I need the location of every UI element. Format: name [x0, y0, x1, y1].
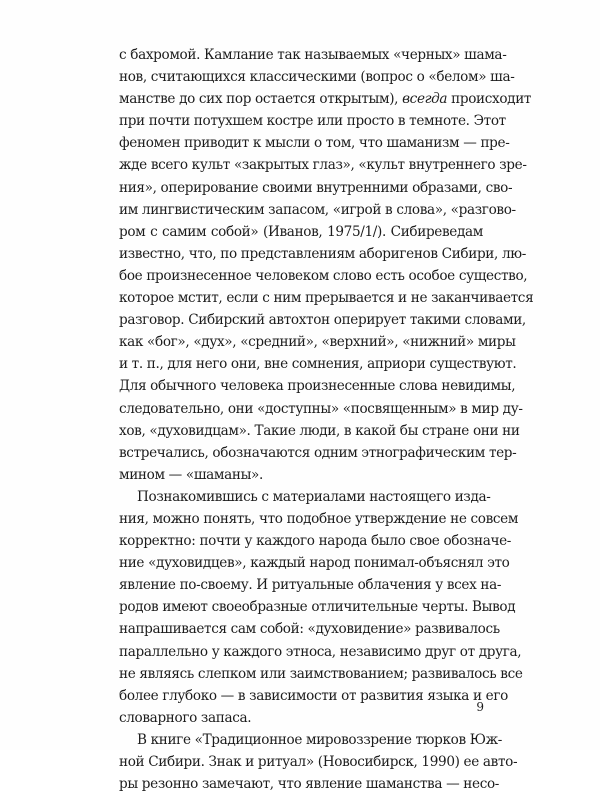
text-line: которое мстит, если с ним прерывается и не заканчивается: [119, 290, 534, 307]
text-line: феномен приводит к мысли о том, что шаманизм — пре-: [119, 135, 510, 152]
text-line: как «бог», «дух», «средний», «верхний», «нижний» миры: [119, 334, 516, 351]
text-line: ния», оперирование своими внутренними образами, сво-: [119, 179, 513, 196]
text-line: встречались, обозначаются одним этнографическим тер-: [119, 444, 517, 461]
text-line: словарного запаса.: [119, 709, 252, 726]
text-line: и т. п., для него они, вне сомнения, априори существуют.: [119, 356, 517, 373]
text-line: ры резонно замечают, что явление шаманства — несо-: [119, 776, 500, 793]
page-number: 9: [476, 700, 484, 714]
text-line: ние «духовидцев», каждый народ понимал-объяснял это: [119, 555, 510, 572]
text-line: известно, что, по представлениям аборигенов Сибири, лю-: [119, 245, 526, 262]
text-line: более глубоко — в зависимости от развития языка и его: [119, 687, 508, 704]
text-line: мином — «шаманы».: [119, 466, 263, 483]
text-line: жде всего культ «закрытых глаз», «культ внутреннего зре-: [119, 157, 527, 174]
text-line: корректно: почти у каждого народа было свое обозначе-: [119, 533, 512, 550]
text-line: нов, считающихся классическими (вопрос о «белом» ша-: [119, 69, 515, 86]
text-line: следовательно, они «доступны» «посвященным» в мир ду-: [119, 400, 523, 417]
paragraph-1: [119, 44, 534, 486]
text-line: явление по-своему. И ритуальные облачения у всех на-: [119, 577, 502, 594]
paragraph-3: [119, 729, 518, 795]
text-line: ния, можно понять, что подобное утверждение не совсем: [119, 510, 519, 527]
text-line: В книге «Традиционное мировоззрение тюрков Юж-: [137, 731, 503, 748]
text-line: с бахромой. Камлание так называемых «черных» шама-: [119, 47, 507, 63]
text-line: ной Сибири. Знак и ритуал» (Новосибирск, 1990) ее авто-: [119, 754, 518, 770]
text-line: им лингвистическим запасом, «игрой в слова», «разгово-: [119, 201, 516, 218]
text-line: параллельно у каждого этноса, независимо друг от друга,: [119, 643, 522, 660]
text-line: напрашивается сам собой: «духовидение» развивалось: [119, 621, 500, 638]
paragraph-2: [119, 486, 523, 729]
text-line: при почти потухшем костре или просто в темноте. Этот: [119, 113, 506, 130]
text-line: ром с самим собой» (Иванов, 1975/1/). Сибиреведам: [119, 223, 483, 240]
text-line: Для обычного человека произнесенные слова невидимы,: [119, 378, 516, 395]
text-line: не являясь слепком или заимствованием; развивалось все: [119, 665, 523, 682]
text-line: Познакомившись с материалами настоящего изда-: [137, 488, 491, 505]
text-line: бое произнесенное человеком слово есть особое существо,: [119, 267, 528, 284]
page-text: [119, 44, 534, 795]
text-line: манстве до сих пор остается открытым), всегда происходит: [119, 91, 532, 108]
text-line: хов, «духовидцам». Такие люди, в какой бы стране они ни: [119, 422, 520, 439]
text-line: разговор. Сибирский автохтон оперирует такими словами,: [119, 312, 526, 329]
text-line: родов имеют своеобразные отличительные черты. Вывод: [119, 599, 516, 616]
